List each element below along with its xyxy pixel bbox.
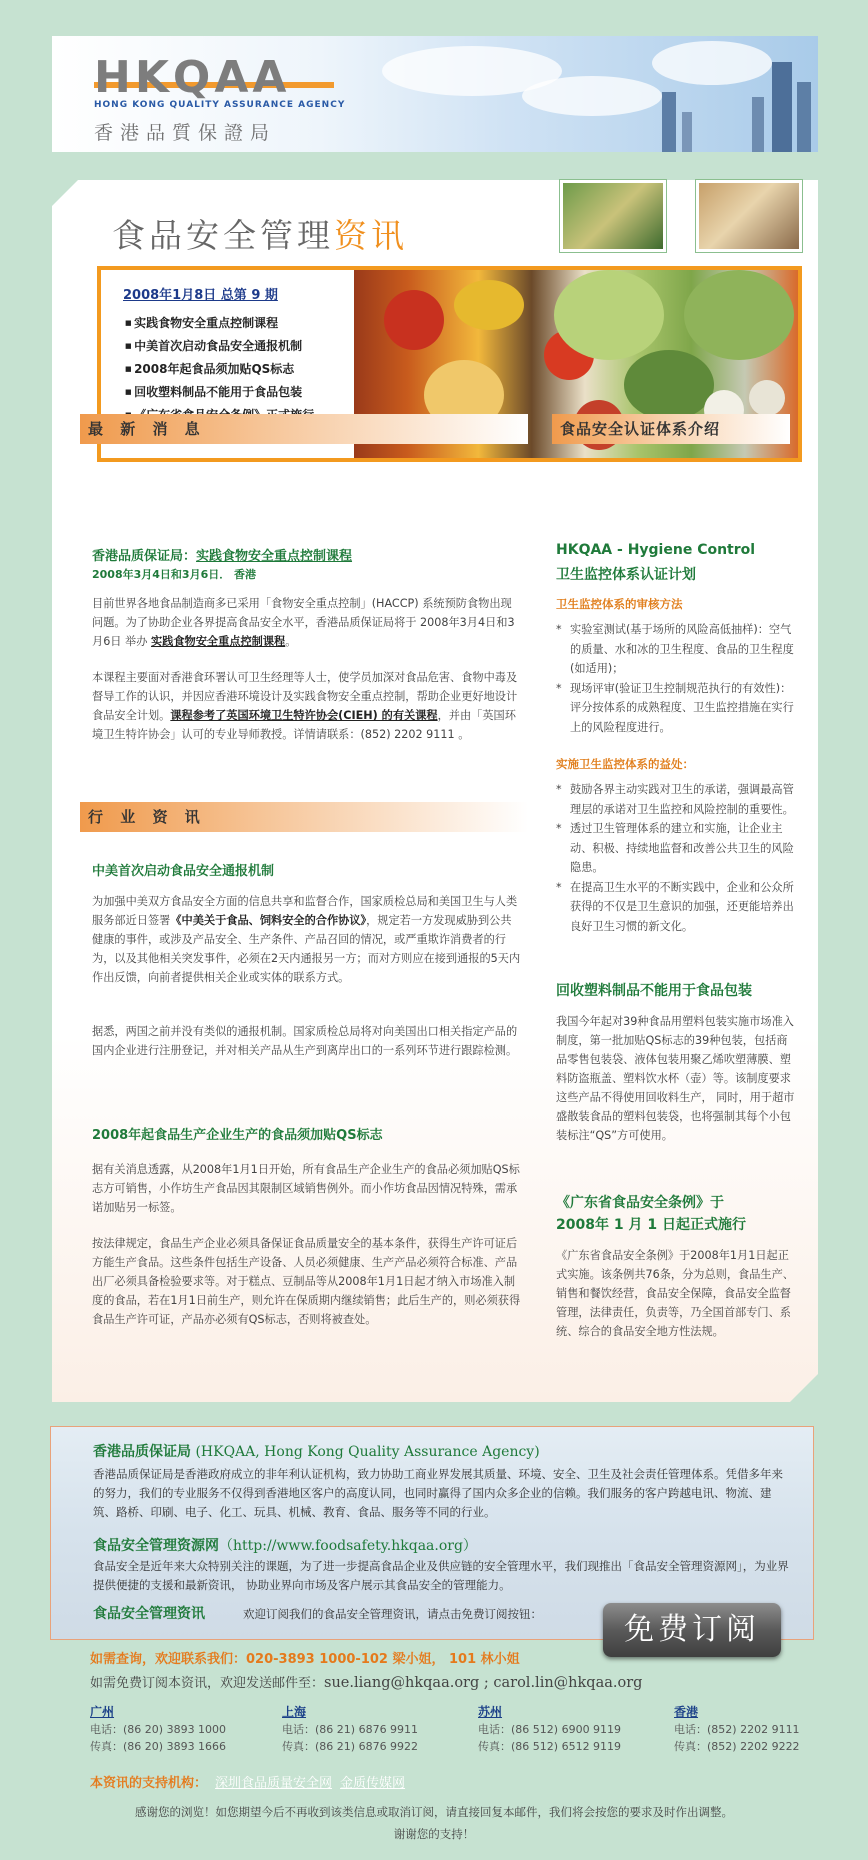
article-date: 2008年3月4日和3月6日． 香港: [92, 568, 257, 581]
city-fax: 传真：(86 20) 3893 1666: [90, 1740, 227, 1753]
article-title: 中美首次启动食品安全通报机制: [92, 864, 275, 879]
agency-paragraph: 香港品质保证局是香港政府成立的非年利认证机构，致力协助工商业界发展其质量、环境、安全、卫生及社会责任管理体系。凭借多年来的努力，我们的专业服务不仅得到香港地区客户的高度认同，也同时赢得了国内众多企业的信赖。我们服务的客户跨越电讯、物流、建筑、路桥、印刷、电子、化工、玩具、机械、教育、食品、服务等不同的行业。: [93, 1467, 783, 1519]
industry-news-heading: 行 业 资 讯: [80, 802, 528, 832]
gd-regulation-heading: 《广东省食品安全条例》于: [556, 1195, 724, 1211]
building-graphic: [682, 112, 692, 152]
food-production-photo: [696, 180, 802, 252]
subscription-text: 欢迎订阅我们的食品安全管理资讯，请点击免费订阅按钮：: [243, 1607, 542, 1621]
thanks-note: 谢谢您的支持！: [393, 1827, 475, 1841]
list-item: * 现场评审(验证卫生控制规范执行的有效性)：评分按体系的成熟程度、卫生监控措施在实行上的风险程度进行。: [556, 679, 796, 738]
list-item: * 在提高卫生水平的不断实践中，企业和公众所获得的不仅是卫生意识的加强，还更能培养出良好卫生习惯的新文化。: [556, 878, 796, 937]
city-fax: 传真：(86 512) 6512 9119: [478, 1740, 622, 1753]
city-tel: 电话：(86 21) 6876 9911: [282, 1723, 419, 1736]
city-fax: 传真：(852) 2202 9222: [674, 1740, 800, 1753]
audit-list: [556, 620, 796, 737]
article-title: 香港品质保证局：实践食物安全重点控制课程: [92, 549, 353, 564]
article-title: 2008年起食品生产企业生产的食品须加贴QS标志: [92, 1128, 383, 1143]
city-name[interactable]: 上海: [282, 1705, 307, 1719]
inquiry-contact: 如需查询，欢迎联系我们：020-3893 1000-102 梁小姐， 101 林小姐: [90, 1652, 520, 1667]
latest-news-heading: 最 新 消 息: [80, 414, 528, 444]
article-title-link[interactable]: 实践食物安全重点控制课程: [196, 549, 353, 564]
support-link-jinzhi[interactable]: 金质传媒网: [340, 1776, 406, 1791]
resource-site-title: 食品安全管理资源网（http://www.foodsafety.hkqaa.org）: [93, 1538, 477, 1554]
certification-heading: 食品安全认证体系介绍: [552, 414, 790, 444]
building-graphic: [797, 82, 811, 152]
city-name[interactable]: 香港: [674, 1705, 699, 1719]
scheme-title-cn: 卫生监控体系认证计划: [556, 567, 696, 583]
gd-regulation-date: 2008年 1 月 1 日起正式施行: [556, 1217, 746, 1233]
cieh-course-link[interactable]: 课程参考了英国环境卫生特许协会(CIEH) 的有关课程: [170, 709, 438, 722]
office-suzhou: [478, 1704, 668, 1755]
logo-chinese-name: 香港品質保證局: [94, 122, 277, 144]
city-tel: 电话：(852) 2202 9111: [674, 1723, 800, 1736]
recycle-heading: 回收塑料制品不能用于食品包装: [556, 983, 752, 999]
list-item[interactable]: ■ 2008年起食品须加贴QS标志: [125, 358, 314, 381]
benefit-heading: 实施卫生监控体系的益处：: [556, 757, 694, 771]
list-item[interactable]: ■ 回收塑料制品不能用于食品包装: [125, 381, 314, 404]
article-paragraph: 据悉，两国之前并没有类似的通报机制。国家质检总局将对向美国出口相关指定产品的国内企业进行注册登记，并对相关产品从生产到离岸出口的一系列环节进行跟踪检测。: [92, 1025, 518, 1057]
list-item[interactable]: ■ 中美首次启动食品安全通报机制: [125, 335, 314, 358]
city-tel: 电话：(86 512) 6900 9119: [478, 1723, 622, 1736]
office-guangzhou: [90, 1704, 280, 1755]
city-fax: 传真：(86 21) 6876 9922: [282, 1740, 419, 1753]
office-hongkong: [674, 1704, 864, 1755]
food-factory-photo: [560, 180, 666, 252]
benefit-list: [556, 780, 796, 936]
article-paragraph: 目前世界各地食品制造商多已采用「食物安全重点控制」(HACCP) 系统预防食物出现问题。为了协助企业各界提高食品安全水平，香港品质保证局将于 2008年3月4日和3月6日 举办 实践食物安全重点控制课程。: [92, 597, 515, 648]
building-graphic: [662, 92, 676, 152]
article-paragraph: 本课程主要面对香港食环署认可卫生经理等人士，使学员加深对食品危害、食物中毒及督导工作的认识，并因应香港环境设计及实践食物安全重点控制，帮助企业更好地设计食品安全计划。课程参考了英国环境卫生特许协会(CIEH) 的有关课程，并由「英国环境卫生特许协会」认可的专业导师教授。详情请联系：(852) 2202 9111 。: [92, 671, 518, 741]
list-item: * 鼓励各界主动实践对卫生的承诺，强调最高管理层的承诺对卫生监控和风险控制的重要性。: [556, 780, 796, 819]
issue-date: 2008年1月8日 总第 9 期: [123, 288, 278, 303]
support-organizations: 本资讯的支持机构： 深圳食品质量安全网 金质传媒网: [90, 1776, 406, 1791]
gd-regulation-paragraph: 《广东省食品安全条例》于2008年1月1日起正式实施。该条例共76条，分为总则，食品生产、销售和餐饮经营，食品安全保障，食品安全监督管理，法律责任，负责等，乃全国首部专门、系统、综合的食品安全地方性法规。: [556, 1249, 794, 1338]
email-addresses[interactable]: sue.liang@hkqaa.org ; carol.lin@hkqaa.org: [324, 1675, 643, 1691]
list-item: * 透过卫生管理体系的建立和实施，让企业主动、积极、持续地监督和改善公共卫生的风险隐患。: [556, 819, 796, 878]
building-graphic: [752, 97, 764, 152]
subscription-title: 食品安全管理资讯: [93, 1606, 205, 1622]
unsubscribe-note: 感谢您的浏览！如您期望今后不再收到该类信息或取消订阅，请直接回复本邮件，我们将会按您的要求及时作出调整。: [135, 1805, 733, 1819]
resource-site-url[interactable]: （http://www.foodsafety.hkqaa.org）: [219, 1538, 477, 1554]
article-paragraph: 为加强中美双方食品安全方面的信息共享和监督合作，国家质检总局和美国卫生与人类服务部近日签署《中美关于食品、饲料安全的合作协议》，规定若一方发现威胁到公共健康的事件，或涉及产品安全、生产条件、产品召回的情况，或严重欺诈消费者的行为，以及其他相关突发事件，必须在2天内通报另一方；而对方则应在接到通报的5天内作出反馈，向前者提供相关企业或实体的联系方式。: [92, 895, 521, 984]
logo-subtitle: HONG KONG QUALITY ASSURANCE AGENCY: [94, 100, 346, 110]
hkqaa-logo: HKQAA: [94, 52, 290, 103]
subscribe-email-line: 如需免费订阅本资讯，欢迎发送邮件至：sue.liang@hkqaa.org ; carol.lin@hkqaa.org: [90, 1675, 643, 1691]
newsletter-panel: [52, 180, 818, 1402]
scheme-title-en: HKQAA - Hygiene Control: [556, 542, 756, 558]
audit-heading: 卫生监控体系的审核方法: [556, 597, 683, 611]
cloud-graphic: [522, 76, 662, 116]
header-banner: [52, 36, 818, 152]
support-link-shenzhen[interactable]: 深圳食品质量安全网: [215, 1776, 333, 1791]
free-subscribe-button[interactable]: 免费订阅: [603, 1603, 781, 1657]
newsletter-title: 食品安全管理资讯: [112, 216, 408, 255]
article-paragraph: 据有关消息透露，从2008年1月1日开始，所有食品生产企业生产的食品必须加贴QS标志方可销售，小作坊生产食品因其限制区域销售例外。而小作坊食品因情况特殊，需承诺加贴另一标签。: [92, 1163, 520, 1214]
list-item[interactable]: ■ 实践食物安全重点控制课程: [125, 312, 314, 335]
article-paragraph: 按法律规定，食品生产企业必须具备保证食品质量安全的基本条件，获得生产许可证后方能生产食品。这些条件包括生产设备、人员必须健康、生产产品必须符合标准、产品出厂必须具备检验要求等。对于糕点、豆制品等从2008年1月1日起才纳入市场准入制度的食品，若在1月1日前生产，则允许在保质期内继续销售；此后生产的，则必须获得食品生产许可证，产品亦必须有QS标志，否则将被查处。: [92, 1237, 521, 1326]
agency-title: 香港品质保证局 (HKQAA, Hong Kong Quality Assurance Agency): [93, 1444, 540, 1460]
cloud-graphic: [652, 41, 772, 85]
city-name[interactable]: 广州: [90, 1705, 115, 1719]
resource-site-paragraph: 食品安全是近年来大众特别关注的课题，为了进一步提高食品企业及供应链的安全管理水平，我们现推出「食品安全管理资源网」，为业界提供便捷的支援和最新资讯， 协助业界向市场及客户展示其食品安全的管理能力。: [93, 1559, 789, 1592]
city-name[interactable]: 苏州: [478, 1705, 503, 1719]
course-link[interactable]: 实践食物安全重点控制课程: [150, 635, 286, 648]
office-shanghai: [282, 1704, 472, 1755]
city-tel: 电话：(86 20) 3893 1000: [90, 1723, 227, 1736]
building-graphic: [772, 62, 792, 152]
recycle-paragraph: 我国今年起对39种食品用塑料包装实施市场准入制度，第一批加贴QS标志的39种包装，包括商品零售包装袋、液体包装用聚乙烯吹塑薄膜、塑料防盗瓶盖、塑料饮水杯（壶）等。该制度要求这些产品不得使用回收料生产， 同时，用于超市盛散装食品的塑料包装袋，也将强制其每个小包装标注“QS”方可使用。: [556, 1015, 795, 1142]
agency-info-box: [50, 1426, 814, 1647]
list-item: * 实验室测试(基于场所的风险高低抽样)：空气的质量、水和冰的卫生程度、食品的卫生程度 (如适用)；: [556, 620, 796, 679]
